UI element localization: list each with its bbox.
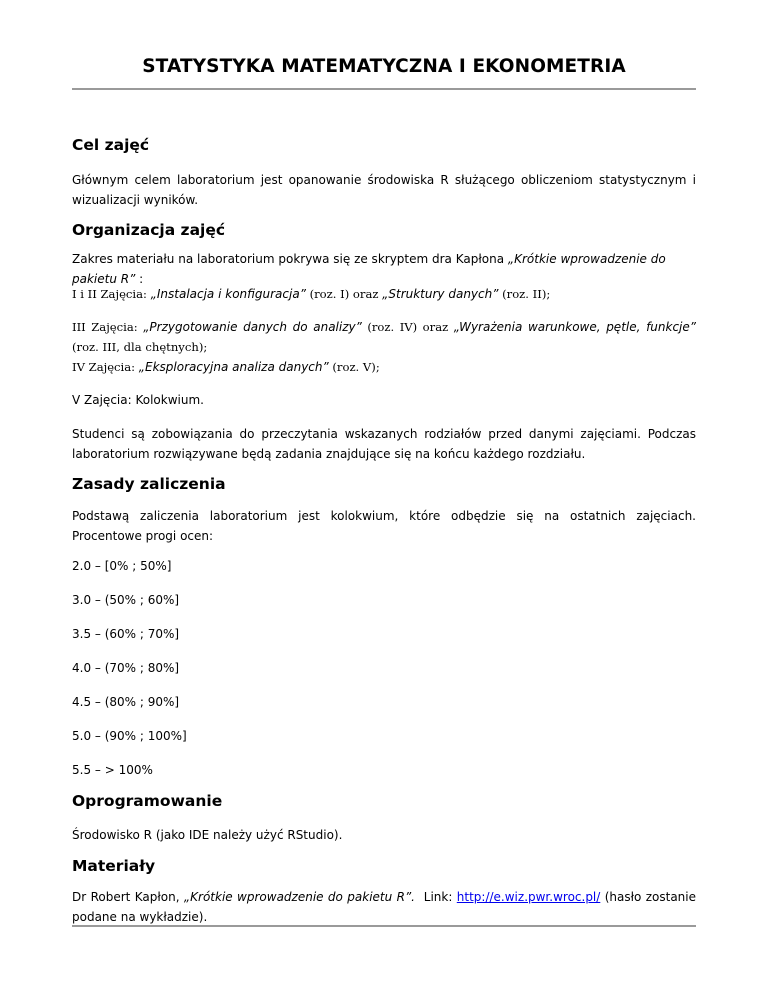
zajecia-3-title-2: „Wyrażenia warunkowe, pętle, funkcje” [453,320,696,334]
grade-item: 4.5 – (80% ; 90%] [72,695,180,709]
heading-cel: Cel zajęć [72,136,150,154]
zajecia-3-prefix: III Zajęcia: [72,320,144,334]
grade-item: 2.0 – [0% ; 50%] [72,559,172,573]
materialy-text [72,887,696,927]
zajecia-3-title-1: „Przygotowanie danych do analizy” [143,320,362,334]
cel-text: Głównym celem laboratorium jest opanowanie środowiska R służącego obliczeniom statystycznym i wizualizacji wyników. [72,173,696,207]
materialy-url-link[interactable]: http://e.wiz.pwr.wroc.pl/ [456,890,601,904]
grade-item: 5.0 – (90% ; 100%] [72,729,187,743]
oprogramowanie-text: Środowisko R (jako IDE należy użyć RStudio). [72,828,343,842]
zajecia-3 [72,317,696,357]
zasady-intro: Podstawą zaliczenia laboratorium jest kolokwium, które odbędzie się na ostatnich zajęciach. Procentowe progi ocen: [72,509,696,543]
heading-organizacja: Organizacja zajęć [72,221,226,239]
materialy-suffix: (hasło zostanie podane na wykładzie). [72,890,697,924]
grade-item: 3.0 – (50% ; 60%] [72,593,180,607]
organizacja-intro-suffix: : [135,272,144,286]
zajecia-1-2-mid: (roz. I) oraz [305,287,383,301]
grade-item: 3.5 – (60% ; 70%] [72,627,180,641]
organizacja-intro-title: „Krótkie wprowadzenie do pakietu R” [72,252,666,286]
zajecia-3-mid: (roz. IV) oraz [361,320,454,334]
title-divider [72,88,696,90]
footer-divider [72,925,696,927]
zajecia-5: V Zajęcia: Kolokwium. [72,393,204,407]
materialy-book-title: „Krótkie wprowadzenie do pakietu R”. [183,890,415,904]
zajecia-1-2-suffix: (roz. II); [498,287,551,301]
heading-zasady: Zasady zaliczenia [72,475,226,493]
organizacja-note: Studenci są zobowiązania do przeczytania wskazanych rodziałów przed danymi zajęciami. Podczas laboratorium rozwiązywane będą zadania znajdujące się na końcu każdego rozdziału. [72,427,696,461]
zajecia-4-suffix: (roz. V); [328,360,380,374]
zajecia-1-2 [72,284,696,304]
heading-oprogramowanie: Oprogramowanie [72,792,223,810]
grade-item: 5.5 – > 100% [72,763,153,777]
organizacja-intro-prefix: Zakres materiału na laboratorium pokrywa się ze skryptem dra Kapłona [72,252,508,266]
zajecia-3-suffix: (roz. III, dla chętnych); [72,340,208,354]
materialy-author: Dr Robert Kapłon, [72,890,184,904]
zajecia-1-2-prefix: I i II Zajęcia: [72,287,151,301]
zajecia-1-2-title-1: „Instalacja i konfiguracja” [150,287,306,301]
zajecia-4-prefix: IV Zajęcia: [72,360,139,374]
page-title: STATYSTYKA MATEMATYCZNA I EKONOMETRIA [142,56,626,77]
heading-materialy: Materiały [72,857,156,875]
zajecia-4-title: „Eksploracyjna analiza danych” [138,360,329,374]
zajecia-4 [72,357,696,377]
organizacja-intro [72,249,696,289]
materialy-link-label: Link: [414,890,457,904]
zajecia-1-2-title-2: „Struktury danych” [382,287,499,301]
grade-item: 4.0 – (70% ; 80%] [72,661,180,675]
